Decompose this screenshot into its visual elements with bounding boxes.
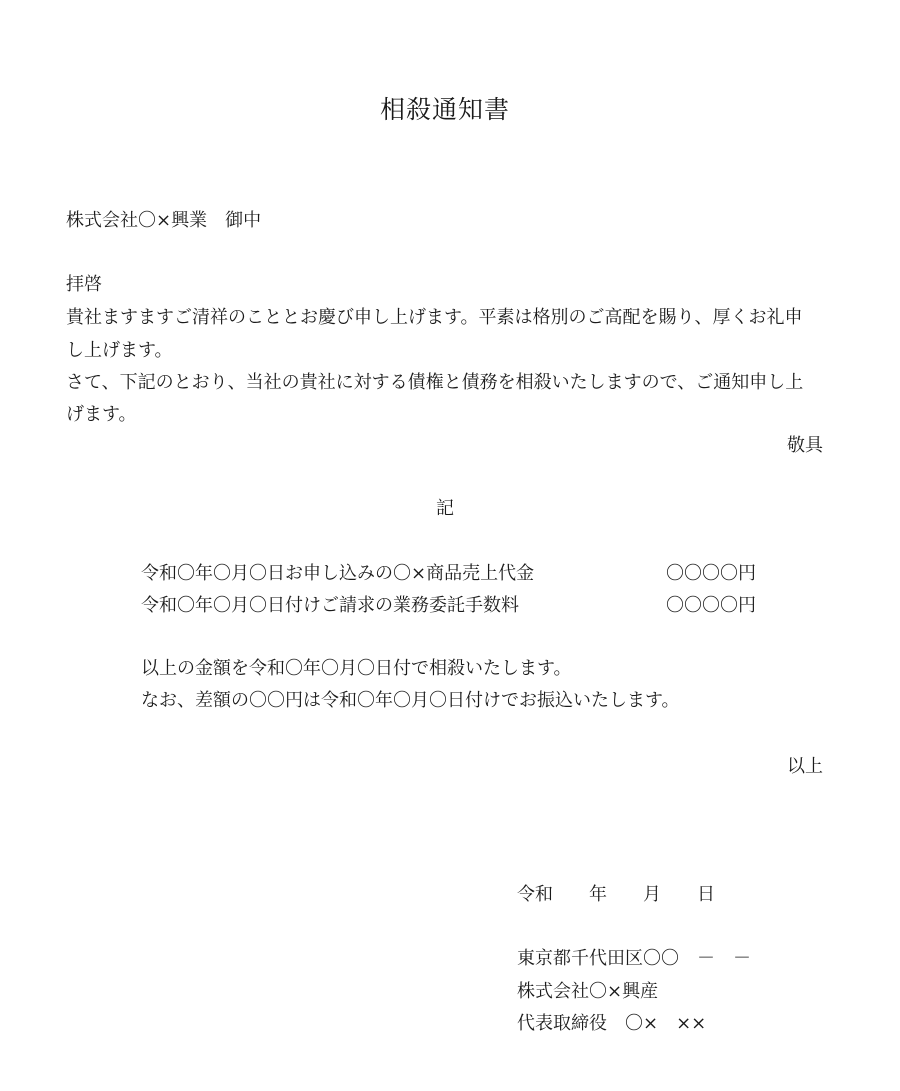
ki-heading: 記 — [436, 498, 454, 519]
greeting-paragraph-line-2: し上げます。 — [66, 340, 173, 361]
sender-company: 株式会社〇×興産 — [517, 981, 659, 1002]
item-amount: 〇〇〇〇円 — [666, 563, 756, 584]
document-title: 相殺通知書 — [379, 95, 510, 124]
offset-note-line-2: なお、差額の〇〇円は令和〇年〇月〇日付けでお振込いたします。 — [141, 690, 680, 711]
greeting-paragraph-line-1: 貴社ますますご清祥のこととお慶び申し上げます。平素は格別のご高配を賜り、厚くお礼申 — [66, 307, 803, 328]
body-paragraph-line-1: さて、下記のとおり、当社の貴社に対する債権と債務を相殺いたしますので、ご通知申し上 — [66, 372, 804, 393]
closing-salutation: 敬具 — [787, 435, 823, 456]
offset-note-line-1: 以上の金額を令和〇年〇月〇日付で相殺いたします。 — [141, 658, 572, 679]
body-paragraph-line-2: げます。 — [66, 404, 137, 425]
item-description: 令和〇年〇月〇日お申し込みの〇×商品売上代金 — [141, 563, 535, 584]
end-mark: 以上 — [787, 756, 823, 777]
opening-salutation: 拝啓 — [66, 274, 102, 295]
addressee: 株式会社〇×興業 御中 — [66, 210, 262, 231]
sender-address: 東京都千代田区〇〇 － － — [517, 948, 751, 969]
sender-representative: 代表取締役 〇× ×× — [517, 1013, 707, 1034]
date-line: 令和 年 月 日 — [517, 884, 715, 905]
item-description: 令和〇年〇月〇日付けご請求の業務委託手数料 — [141, 595, 519, 616]
item-amount: 〇〇〇〇円 — [666, 595, 756, 616]
